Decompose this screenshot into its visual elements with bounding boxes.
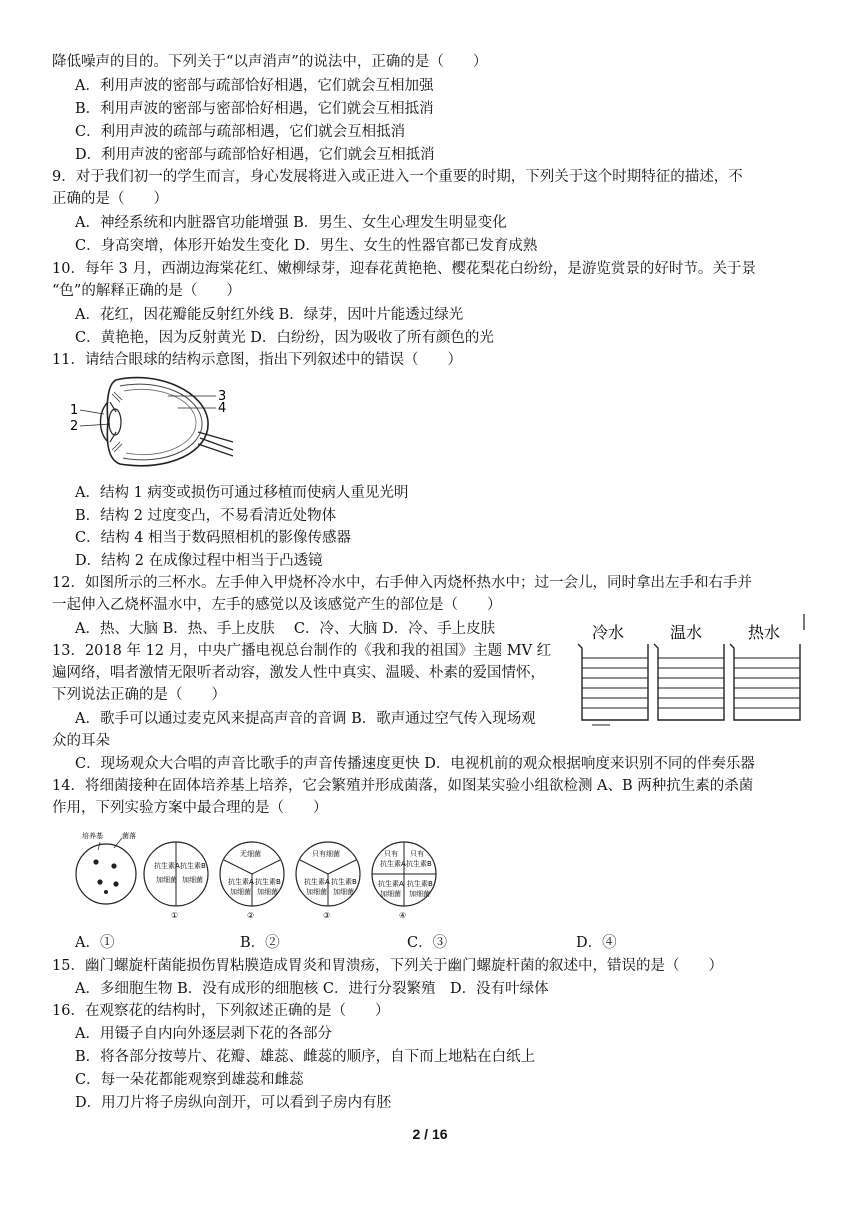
petri-dish-medium — [76, 831, 136, 904]
q13-options-ab-line1: A．歌手可以通过麦克风来提高声音的音调 B．歌声通过空气传入现场观 — [75, 711, 536, 727]
p4-label-d: 抗生素B — [406, 860, 432, 868]
p4-label-e: 抗生素A — [378, 880, 404, 888]
p3-label-c: 抗生素B — [331, 878, 357, 886]
beaker-label-hot: 热水 — [748, 623, 781, 642]
q16-option-b: B．将各部分按萼片、花瓣、雄蕊、雌蕊的顺序，自下而上地粘在白纸上 — [75, 1049, 536, 1065]
q8-stem-tail: 降低噪声的目的。下列关于“以声消声”的说法中，正确的是（ ） — [52, 54, 488, 70]
q16-option-d: D．用刀片将子房纵向剖开，可以看到子房内有胚 — [75, 1095, 392, 1111]
p3-label-a: 抗生素A — [304, 878, 330, 886]
q11-option-a: A．结构 1 病变或损伤可通过移植而使病人重见光明 — [75, 485, 409, 501]
beaker-cold — [578, 623, 648, 720]
label-medium: 培养基 — [82, 832, 103, 840]
q9-stem-line1: 9．对于我们初一的学生而言，身心发展将进入或正进入一个重要的时期，下列关于这个时期特征的描述，不 — [52, 169, 743, 185]
p4-label-h: 加细菌 — [409, 890, 430, 898]
q8-option-d: D．利用声波的密部与疏部恰好相遇，它们就会互相抵消 — [75, 147, 435, 163]
q11-stem: 11．请结合眼球的结构示意图，指出下列叙述中的错误（ ） — [52, 352, 462, 368]
beaker-label-cold: 冷水 — [592, 623, 625, 642]
p2-label-b: 加细菌 — [230, 888, 251, 896]
p2-label-c: 抗生素B — [255, 878, 281, 886]
q10-stem-line2: “色”的解释正确的是（ ） — [52, 283, 241, 299]
q12-stem-line1: 12．如图所示的三杯水。左手伸入甲烧杯冷水中，右手伸入丙烧杯热水中；过一会儿，同时拿出左手和右手并 — [52, 575, 752, 591]
p4-label-b: 抗生素A — [380, 860, 406, 868]
p4-label-f: 加细菌 — [380, 890, 401, 898]
p2-label-d: 加细菌 — [257, 888, 278, 896]
q16-option-c: C．每一朵花都能观察到雄蕊和雌蕊 — [75, 1072, 304, 1088]
q14-option-b: B．② — [240, 935, 280, 951]
q11-option-b: B．结构 2 过度变凸，不易看清近处物体 — [75, 508, 337, 524]
q14-option-d: D．④ — [576, 935, 617, 951]
petri-dish-2 — [220, 842, 284, 920]
q12-stem-line2: 一起伸入乙烧杯温水中，左手的感觉以及该感觉产生的部位是（ ） — [52, 597, 502, 613]
petri-dish-1 — [144, 842, 208, 920]
p1-label-a: 抗生素A — [154, 862, 180, 870]
q9-options-cd: C．身高突增，体形开始发生变化 D．男生、女生的性器官都已发育成熟 — [75, 238, 538, 254]
q13-stem-line3: 下列说法正确的是（ ） — [52, 687, 226, 703]
q14-stem-line1: 14．将细菌接种在固体培养基上培养，它会繁殖并形成菌落，如图某实验小组欲检测 A、B 两种抗生素的杀菌 — [52, 778, 754, 794]
petri-dish-figure — [72, 826, 442, 922]
q11-option-d: D．结构 2 在成像过程中相当于凸透镜 — [75, 553, 323, 569]
q14-option-a: A．① — [75, 935, 115, 951]
eye-label-1: 1 — [70, 403, 79, 418]
beaker-label-warm: 温水 — [670, 623, 703, 642]
eye-label-2: 2 — [70, 419, 79, 434]
p4-label-a: 只有 — [384, 850, 398, 858]
q13-options-cd: C．现场观众大合唱的声音比歌手的声音传播速度更快 D．电视机前的观众根据响度来识别不同的伴奏乐器 — [75, 756, 755, 772]
p3-label-d: 加细菌 — [333, 888, 354, 896]
beaker-hot — [730, 623, 800, 720]
q16-stem: 16．在观察花的结构时，下列叙述正确的是（ ） — [52, 1003, 390, 1019]
p1-label-d: 加细菌 — [182, 876, 203, 884]
petri-dish-4 — [372, 842, 436, 920]
q15-stem: 15．幽门螺旋杆菌能损伤胃粘膜造成胃炎和胃溃疡，下列关于幽门螺旋杆菌的叙述中，错误的是（ ） — [52, 958, 723, 974]
eye-label-4: 4 — [218, 401, 227, 416]
beaker-warm — [654, 623, 724, 720]
q10-stem-line1: 10．每年 3 月，西湖边海棠花红、嫩柳绿芽，迎春花黄艳艳、樱花梨花白纷纷，是游览赏景的好时节。关于景 — [52, 261, 756, 277]
p3-label-b: 加细菌 — [306, 888, 327, 896]
p4-label-g: 抗生素B — [407, 880, 433, 888]
p3-number: ③ — [323, 911, 331, 920]
page-number: 2 / 16 — [412, 1126, 448, 1142]
q13-stem-line1: 13．2018 年 12 月，中央广播电视总台制作的《我和我的祖国》主题 MV 红 — [52, 643, 552, 659]
q13-stem-line2: 遍网络，唱者激情无限听者动容，激发人性中真实、温暖、朴素的爱国情怀， — [52, 665, 545, 681]
p4-number: ④ — [399, 911, 407, 920]
p1-number: ① — [171, 911, 179, 920]
q15-options: A．多细胞生物 B．没有成形的细胞核 C．进行分裂繁殖 D．没有叶绿体 — [75, 981, 549, 997]
q12-options: A．热、大脑 B．热、手上皮肤 C．冷、大脑 D．冷、手上皮肤 — [75, 621, 496, 637]
p2-label-a: 抗生素A — [228, 878, 254, 886]
eyeball-diagram — [68, 372, 238, 472]
q9-stem-line2: 正确的是（ ） — [52, 191, 168, 207]
label-colony: 菌落 — [122, 832, 136, 840]
q14-option-c: C．③ — [407, 935, 448, 951]
p2-label-top: 无细菌 — [240, 850, 261, 858]
q10-options-ab: A．花红，因花瓣能反射红外线 B．绿芽，因叶片能透过绿光 — [75, 307, 464, 323]
q8-option-b: B．利用声波的密部与密部恰好相遇，它们就会互相抵消 — [75, 101, 434, 117]
three-beakers-figure — [570, 612, 810, 727]
p1-label-c: 抗生素B — [180, 862, 206, 870]
q11-option-c: C．结构 4 相当于数码照相机的影像传感器 — [75, 530, 352, 546]
q8-option-a: A．利用声波的密部与疏部恰好相遇，它们就会互相加强 — [75, 78, 434, 94]
eye-label-3: 3 — [218, 389, 227, 404]
q10-options-cd: C．黄艳艳，因为反射黄光 D．白纷纷，因为吸收了所有颜色的光 — [75, 330, 494, 346]
q14-stem-line2: 作用，下列实验方案中最合理的是（ ） — [52, 800, 328, 816]
p4-label-c: 只有 — [410, 850, 424, 858]
q9-options-ab: A．神经系统和内脏器官功能增强 B．男生、女生心理发生明显变化 — [75, 215, 507, 231]
q13-options-ab-line2: 众的耳朵 — [52, 733, 110, 749]
p2-number: ② — [247, 911, 255, 920]
q8-option-c: C．利用声波的疏部与疏部相遇，它们就会互相抵消 — [75, 124, 406, 140]
p1-label-b: 加细菌 — [156, 876, 177, 884]
petri-dish-3 — [296, 842, 360, 920]
q16-option-a: A．用镊子自内向外逐层剥下花的各部分 — [75, 1026, 332, 1042]
p3-label-top: 只有细菌 — [312, 850, 340, 858]
